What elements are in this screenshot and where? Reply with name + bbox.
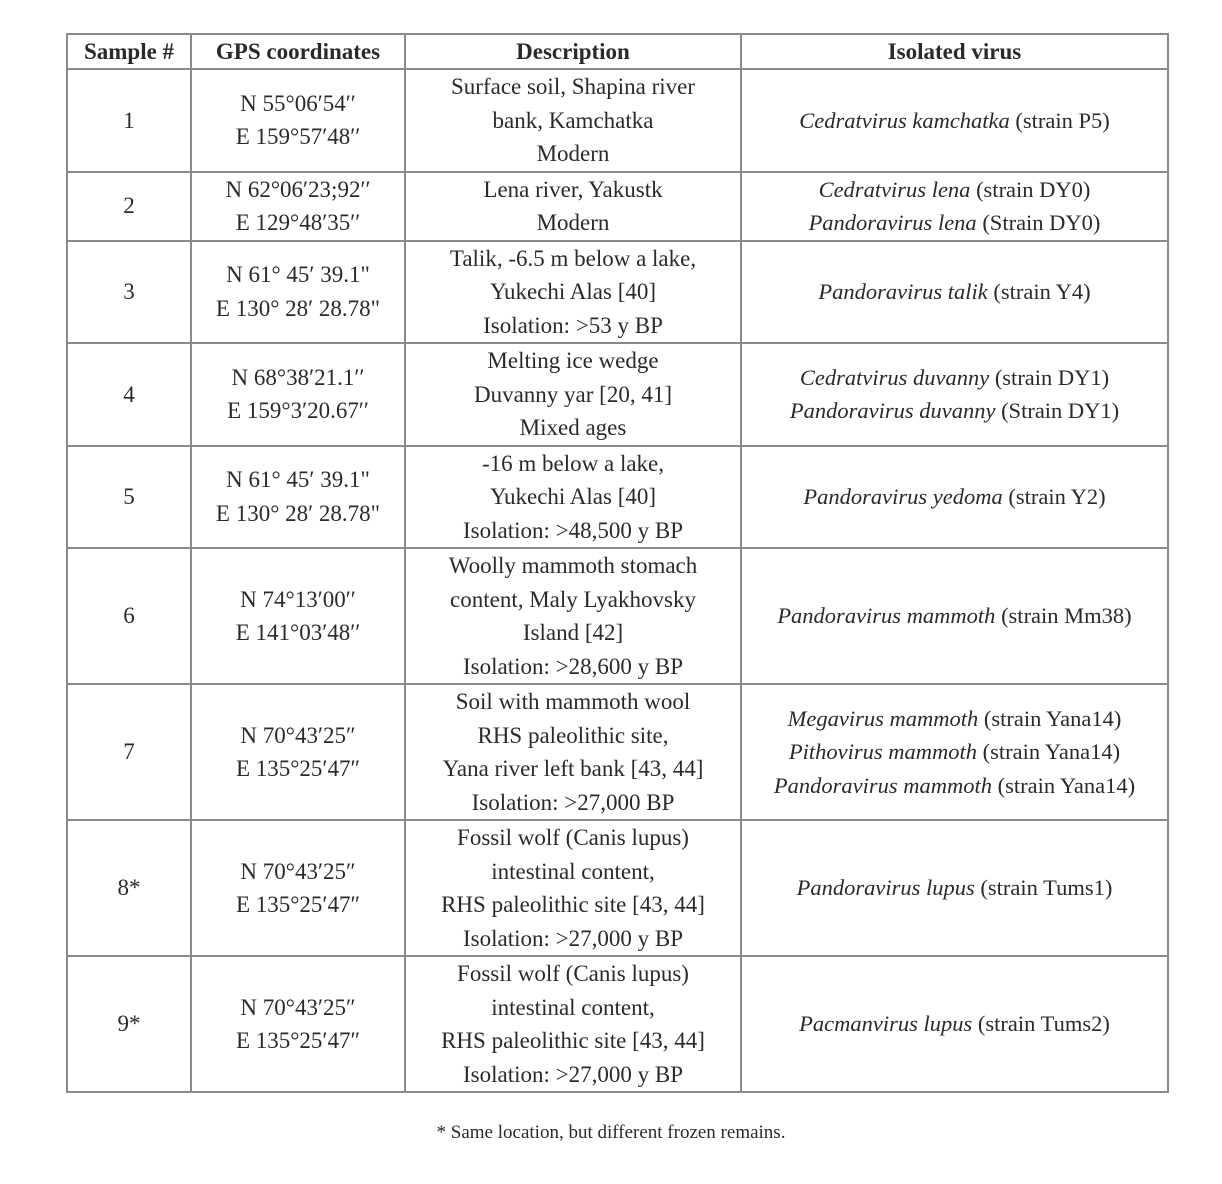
longitude-text: E 159°3′20.67′′ [227, 398, 369, 424]
description-line: Yukechi Alas [40] [489, 484, 657, 509]
description-line: Woolly mammoth stomach [448, 553, 698, 578]
description-line: intestinal content, [491, 994, 655, 1020]
description-line: intestinal content, [491, 858, 655, 884]
longitude-text: E 130° 28′ 28.78" [215, 500, 381, 526]
sample-number-cell: 9* [67, 956, 191, 1092]
longitude-text: E 135°25′47″ [235, 892, 361, 917]
virus-strain: (strain Tums1) [980, 875, 1113, 901]
virus-entry [744, 1007, 1165, 1041]
virus-entry [744, 206, 1165, 240]
description-line: Mixed ages [519, 415, 627, 440]
isolated-virus-cell [741, 69, 1168, 172]
description-line: Isolation: >48,500 y BP [463, 517, 683, 543]
virus-strain: (strain P5) [1015, 107, 1110, 133]
virus-entry [744, 480, 1165, 514]
description-cell [405, 241, 741, 344]
description-line: Yukechi Alas [40] [489, 279, 657, 304]
table-row [67, 684, 1168, 820]
description-cell [405, 548, 741, 684]
sample-number-cell: 8* [67, 820, 191, 956]
gps-coordinates-cell [191, 241, 405, 344]
description-cell [405, 69, 741, 172]
longitude-text: E 141°03′48′′ [235, 620, 361, 645]
description-cell [405, 820, 741, 956]
description-line: content, Maly Lyakhovsky [450, 586, 696, 612]
table-row [67, 820, 1168, 956]
description-cell [405, 956, 741, 1092]
sample-number-cell: 3 [67, 241, 191, 344]
description-line: Modern [536, 210, 610, 235]
description-line: -16 m below a lake, [481, 450, 665, 476]
longitude-text: E 135°25′47″ [235, 756, 361, 781]
longitude-text: E 159°57′48′′ [235, 124, 361, 150]
longitude-text: E 130° 28′ 28.78" [215, 295, 381, 321]
virus-entry [744, 871, 1165, 905]
isolated-virus-cell [741, 684, 1168, 820]
latitude-text: N 74°13′00′′ [240, 586, 356, 612]
description-line: Yana river left bank [43, 44] [442, 756, 704, 781]
isolated-virus-cell [741, 820, 1168, 956]
virus-strain: (Strain DY0) [982, 210, 1101, 235]
latitude-text: N 68°38′21.1′′ [231, 364, 365, 390]
description-cell [405, 343, 741, 446]
isolated-virus-cell [741, 241, 1168, 344]
description-cell [405, 172, 741, 241]
description-line: Fossil wolf (Canis lupus) [457, 825, 689, 850]
gps-coordinates-cell [191, 956, 405, 1092]
description-line: Isolation: >28,600 y BP [463, 653, 683, 679]
longitude-text: E 135°25′47″ [235, 1028, 361, 1053]
virus-species-name: Pandoravirus mammoth [773, 772, 992, 798]
description-cell [405, 684, 741, 820]
latitude-text: N 61° 45′ 39.1" [226, 262, 370, 288]
virus-strain: (strain Mm38) [1001, 603, 1132, 629]
table-row [67, 548, 1168, 684]
table-header [67, 34, 1168, 69]
latitude-text: N 70°43′25″ [240, 994, 356, 1020]
virus-species-name: Cedratvirus lena [818, 176, 971, 202]
description-line: Talik, -6.5 m below a lake, [449, 245, 697, 271]
gps-coordinates-cell [191, 172, 405, 241]
table-row [67, 956, 1168, 1092]
virus-species-name: Pandoravirus talik [818, 279, 988, 304]
description-line: Melting ice wedge [487, 348, 659, 373]
description-line: Island [42] [522, 620, 624, 645]
sample-number-cell: 7 [67, 684, 191, 820]
virus-entry [744, 702, 1165, 736]
description-line: Isolation: >53 y BP [483, 312, 663, 338]
isolated-virus-cell [741, 343, 1168, 446]
virus-strain: (strain Y2) [1008, 484, 1106, 509]
description-line: Surface soil, Shapina river [451, 74, 695, 99]
description-line: Lena river, Yakustk [483, 176, 663, 202]
virus-entry [744, 361, 1165, 395]
gps-coordinates-cell [191, 446, 405, 549]
gps-coordinates-cell [191, 684, 405, 820]
description-line: Modern [536, 141, 610, 166]
description-line: Fossil wolf (Canis lupus) [457, 961, 689, 986]
sample-number-cell: 1 [67, 69, 191, 172]
table-row [67, 343, 1168, 446]
description-line: Isolation: >27,000 y BP [463, 1061, 683, 1087]
latitude-text: N 70°43′25″ [240, 858, 356, 884]
virus-species-name: Megavirus mammoth [787, 705, 979, 731]
description-line: Isolation: >27,000 y BP [463, 925, 683, 951]
header-sample-number: Sample # [67, 34, 191, 69]
gps-coordinates-cell [191, 69, 405, 172]
virus-species-name: Cedratvirus kamchatka [799, 107, 1010, 133]
virus-strain: (strain Yana14) [982, 739, 1121, 765]
sample-number-cell: 5 [67, 446, 191, 549]
latitude-text: N 70°43′25″ [240, 722, 356, 748]
virus-strain: (strain Yana14) [997, 772, 1136, 798]
isolated-virus-cell [741, 446, 1168, 549]
virus-samples-table [66, 33, 1169, 1093]
description-cell [405, 446, 741, 549]
latitude-text: N 62°06′23;92′′ [225, 176, 371, 202]
table-row [67, 69, 1168, 172]
description-line: RHS paleolithic site [43, 44] [441, 892, 705, 917]
header-description: Description [405, 34, 741, 69]
virus-species-name: Pandoravirus duvanny [789, 398, 996, 424]
table-row [67, 241, 1168, 344]
virus-strain: (strain Y4) [993, 279, 1091, 304]
table-row [67, 172, 1168, 241]
virus-entry [744, 394, 1165, 428]
isolated-virus-cell [741, 172, 1168, 241]
description-line: Soil with mammoth wool [455, 689, 691, 714]
isolated-virus-cell [741, 548, 1168, 684]
table-row [67, 446, 1168, 549]
description-line: bank, Kamchatka [492, 107, 654, 133]
virus-strain: (strain DY1) [994, 364, 1110, 390]
latitude-text: N 61° 45′ 39.1" [226, 467, 370, 493]
virus-strain: (strain Tums2) [977, 1011, 1110, 1037]
virus-species-name: Pandoravirus lena [808, 210, 977, 235]
gps-coordinates-cell [191, 548, 405, 684]
description-line: RHS paleolithic site [43, 44] [441, 1028, 705, 1053]
virus-strain: (Strain DY1) [1001, 398, 1120, 424]
sample-number-cell: 2 [67, 172, 191, 241]
sample-number-cell: 6 [67, 548, 191, 684]
sample-number-cell: 4 [67, 343, 191, 446]
virus-species-name: Cedratvirus duvanny [799, 364, 990, 390]
description-line: Duvanny yar [20, 41] [473, 381, 672, 407]
table-body [67, 69, 1168, 1092]
virus-entry [744, 173, 1165, 207]
virus-species-name: Pandoravirus yedoma [803, 484, 1003, 509]
virus-entry [744, 599, 1165, 633]
description-line: Isolation: >27,000 BP [471, 789, 675, 815]
virus-samples-table-container [66, 33, 1167, 1093]
virus-strain: (strain Yana14) [983, 705, 1122, 731]
virus-species-name: Pandoravirus mammoth [777, 603, 996, 629]
virus-entry [744, 735, 1165, 769]
isolated-virus-cell [741, 956, 1168, 1092]
virus-entry [744, 769, 1165, 803]
virus-entry [744, 275, 1165, 309]
footnote: * Same location, but different frozen remains. [436, 1122, 786, 1143]
description-line: RHS paleolithic site, [477, 722, 669, 748]
virus-entry [744, 104, 1165, 138]
longitude-text: E 129°48′35′′ [235, 210, 361, 235]
gps-coordinates-cell [191, 820, 405, 956]
virus-species-name: Pithovirus mammoth [788, 739, 977, 765]
virus-species-name: Pandoravirus lupus [796, 875, 975, 901]
header-isolated-virus: Isolated virus [741, 34, 1168, 69]
latitude-text: N 55°06′54′′ [240, 90, 356, 116]
header-row [67, 34, 1168, 69]
virus-species-name: Pacmanvirus lupus [799, 1011, 973, 1037]
header-gps-coordinates: GPS coordinates [191, 34, 405, 69]
virus-strain: (strain DY0) [976, 176, 1091, 202]
gps-coordinates-cell [191, 343, 405, 446]
